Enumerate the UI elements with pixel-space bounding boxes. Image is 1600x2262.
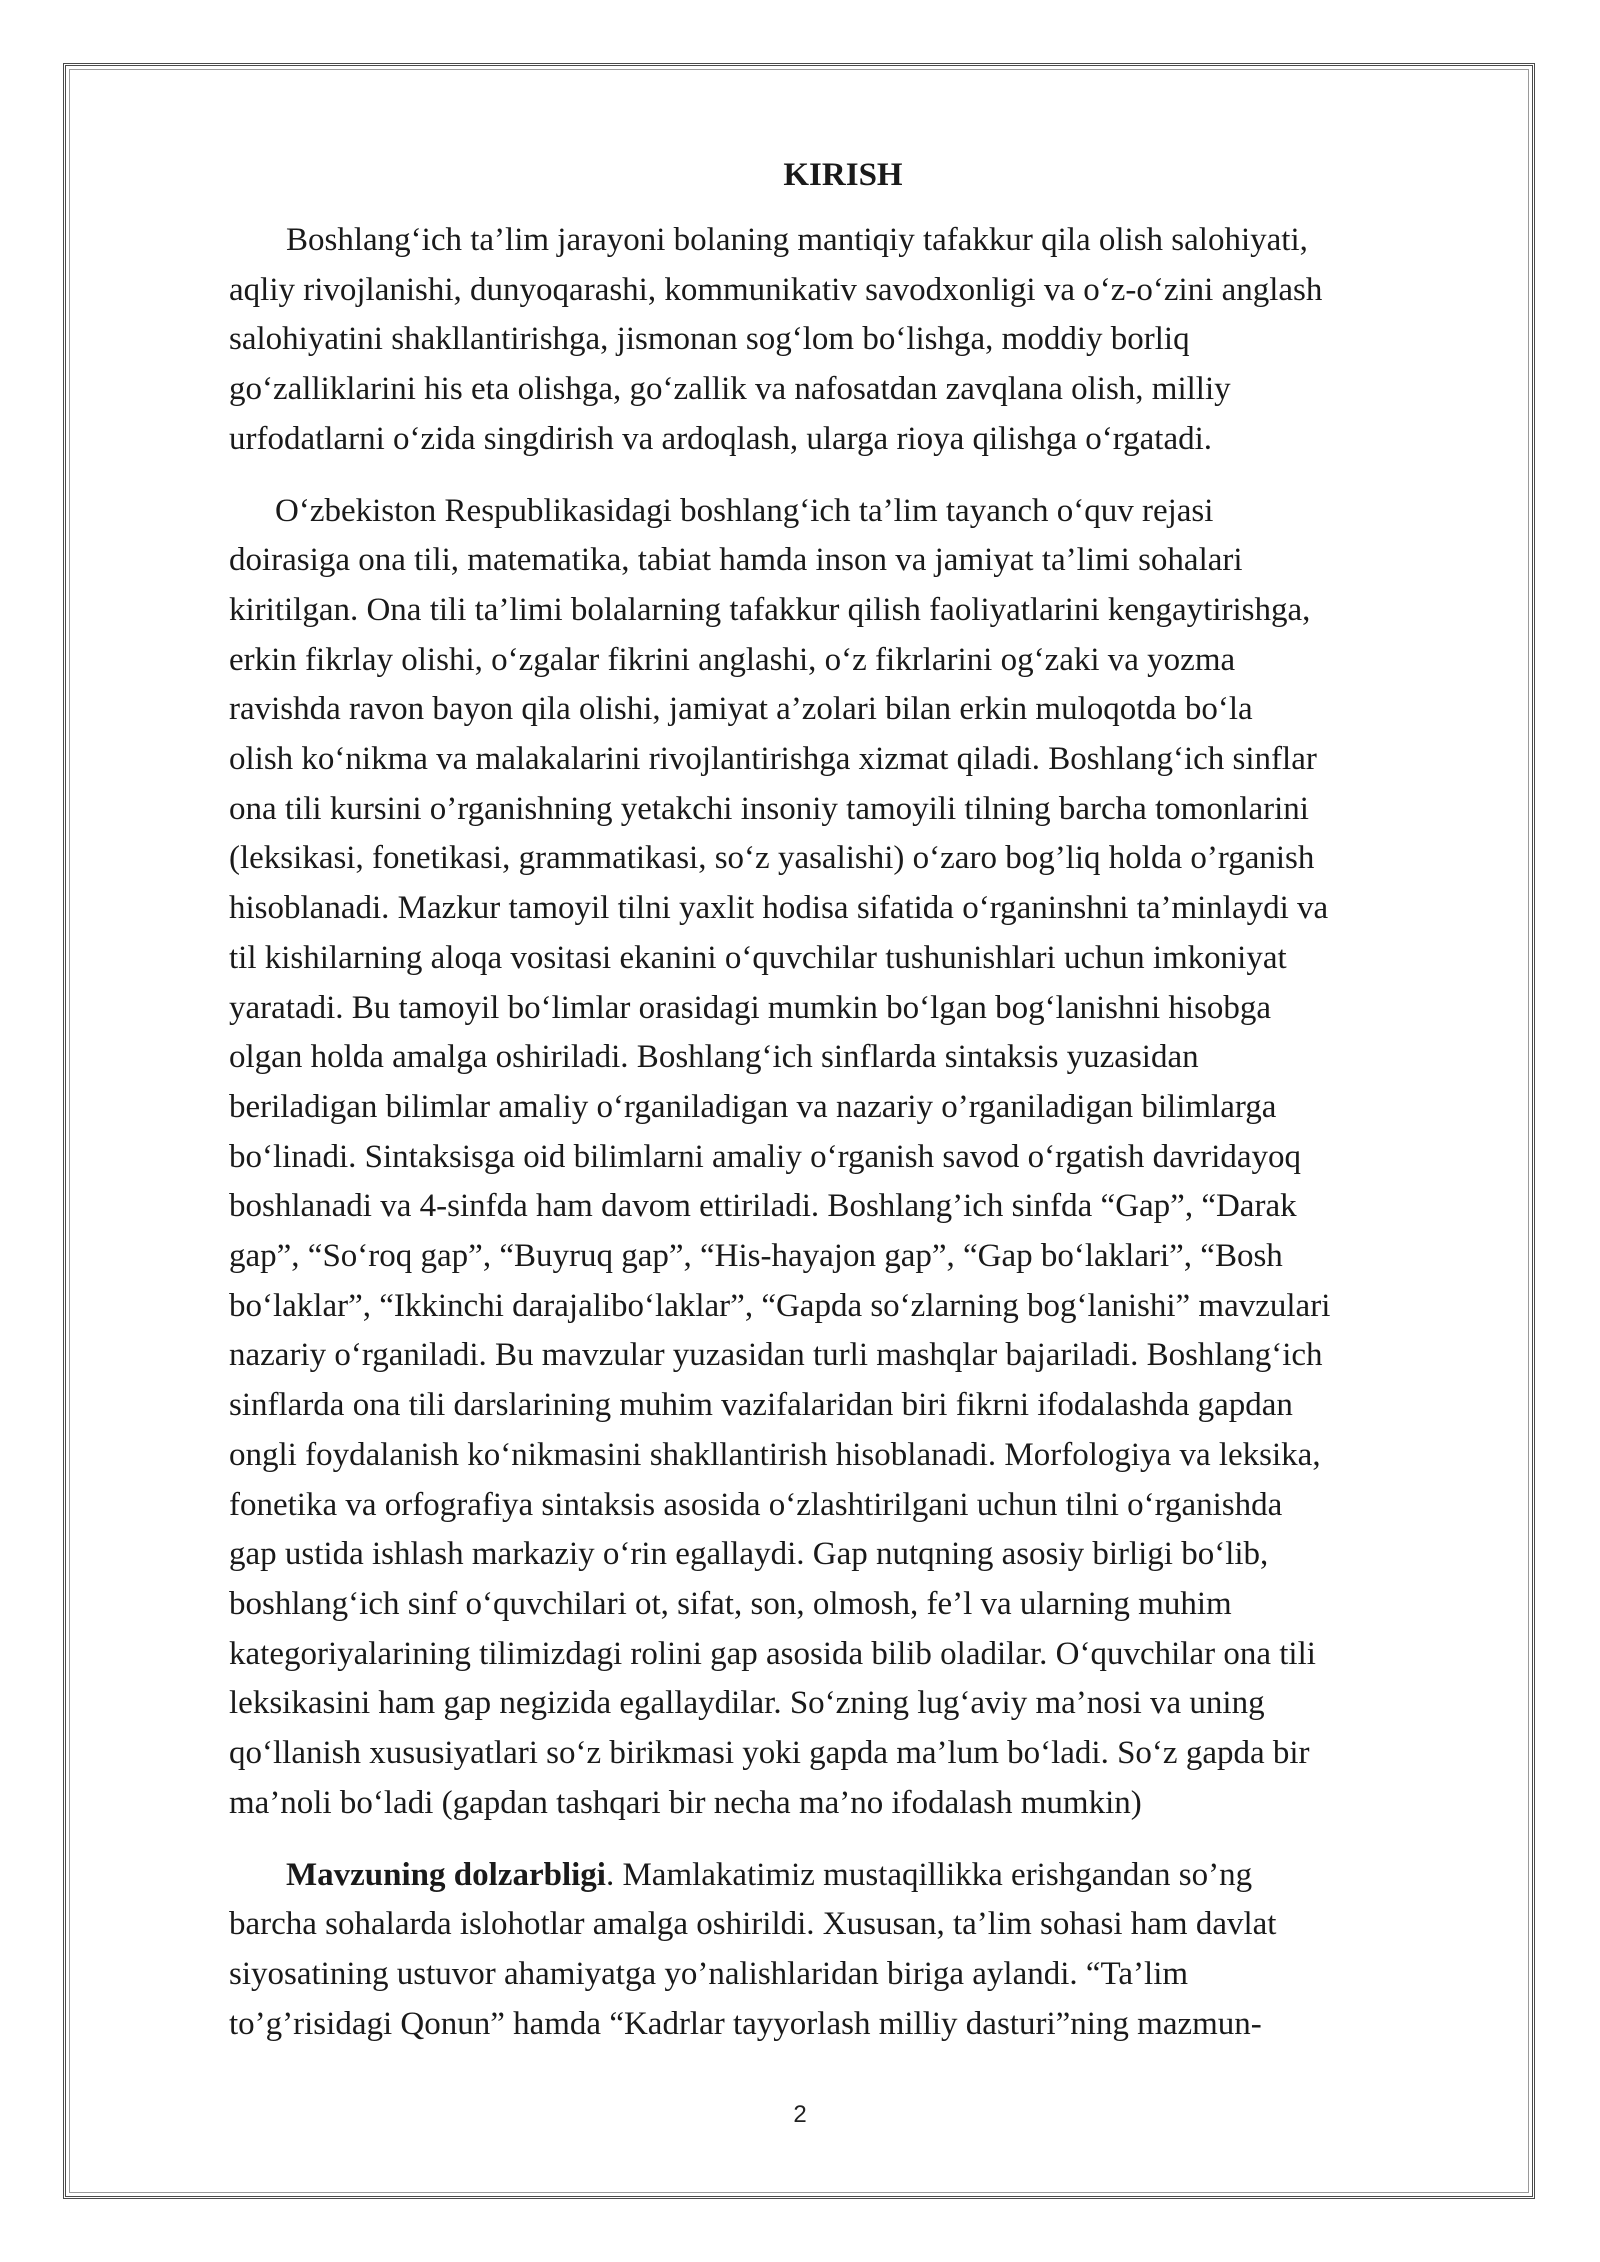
text-line: gap”, “So‘roq gap”, “Buyruq gap”, “His-hayajon gap”, “Gap bo‘laklari”, “Bosh xyxy=(229,1238,1283,1275)
text-line: to’g’risidagi Qonun” hamda “Kadrlar tayyorlash milliy dasturi”ning mazmun- xyxy=(229,2005,1262,2042)
text-line: go‘zalliklarini his eta olishga, go‘zallik va nafosatdan zavqlana olish, milliy xyxy=(229,371,1231,408)
text-line: boshlang‘ich sinf o‘quvchilari ot, sifat, son, olmosh, fe’l va ularning muhim xyxy=(229,1585,1232,1622)
section-lead-heading: Mavzuning dolzarbligi xyxy=(286,1856,606,1893)
text-line: erkin fikrlay olishi, o‘zgalar fikrini anglashi, o‘z fikrlarini og‘zaki va yozma xyxy=(229,641,1236,678)
text-line: barcha sohalarda islohotlar amalga oshirildi. Xususan, ta’lim sohasi ham davlat xyxy=(229,1906,1277,1943)
text-line: Boshlang‘ich ta’lim jarayoni bolaning mantiqiy tafakkur qila olish salohiyati, xyxy=(286,222,1308,258)
text-line: urfodatlarni o‘zida singdirish va ardoqlash, ularga rioya qilishga o‘rgatadi. xyxy=(229,420,1213,457)
text-line: beriladigan bilimlar amaliy o‘rganiladigan va nazariy o’rganiladigan bilimlarga xyxy=(229,1088,1277,1125)
text-line: til kishilarning aloqa vositasi ekanini o‘quvchilar tushunishlari uchun imkoniyat xyxy=(229,939,1287,976)
text-line: fonetika va orfografiya sintaksis asosida o‘zlashtirilgani uchun tilni o‘rganishda xyxy=(229,1486,1283,1523)
text-line: aqliy rivojlanishi, dunyoqarashi, kommunikativ savodxonligi va o‘z-o‘zini anglash xyxy=(229,271,1323,308)
text-line: nazariy o‘rganiladi. Bu mavzular yuzasidan turli mashqlar bajariladi. Boshlang‘ich xyxy=(229,1337,1323,1374)
text-line: yaratadi. Bu tamoyil bo‘limlar orasidagi mumkin bo‘lgan bog‘lanishni hisobga xyxy=(229,989,1272,1026)
text-line: salohiyatini shakllantirishga, jismonan sog‘lom bo‘lishga, moddiy borliq xyxy=(229,321,1190,358)
text-line: kategoriyalarining tilimizdagi rolini gap asosida bilib oladilar. O‘quvchilar ona tili xyxy=(229,1635,1316,1672)
section-lead-text: . Mamlakatimiz mustaqillikka erishgandan so’ng xyxy=(605,1856,1253,1893)
text-line: leksikasini ham gap negizida egallaydilar. So‘zning lug‘aviy ma’nosi va uning xyxy=(229,1685,1265,1722)
text-line: olgan holda amalga oshiriladi. Boshlang‘ich sinflarda sintaksis yuzasidan xyxy=(229,1039,1199,1076)
paragraph-relevance xyxy=(229,1851,1487,2050)
text-line: doirasiga ona tili, matematika, tabiat hamda inson va jamiyat ta’limi sohalari xyxy=(229,542,1243,579)
text-line: ravishda ravon bayon qila olishi, jamiyat a’zolari bilan erkin muloqotda bo‘la xyxy=(229,691,1253,728)
text-line: sinflarda ona tili darslarining muhim vazifalaridan biri fikrni ifodalashda gapdan xyxy=(229,1387,1293,1424)
text-line: gap ustida ishlash markaziy o‘rin egallaydi. Gap nutqning asosiy birligi bo‘lib, xyxy=(229,1536,1269,1573)
text-line: hisoblanadi. Mazkur tamoyil tilni yaxlit hodisa sifatida o‘rganinshni ta’minlaydi va xyxy=(229,890,1329,927)
text-line: siyosatining ustuvor ahamiyatga yo’nalishlaridan biriga aylandi. “Ta’lim xyxy=(229,1955,1189,1992)
text-line-lead xyxy=(229,1851,1487,1901)
text-line: O‘zbekiston Respublikasidagi boshlang‘ich ta’lim tayanch o‘quv rejasi xyxy=(275,492,1214,529)
text-line: olish ko‘nikma va malakalarini rivojlantirishga xizmat qiladi. Boshlang‘ich sinflar xyxy=(229,741,1317,778)
paragraph-curriculum xyxy=(229,487,1487,1829)
text-line: ma’noli bo‘ladi (gapdan tashqari bir necha ma’no ifodalash mumkin) xyxy=(229,1784,1142,1821)
text-line: boshlanadi va 4-sinfda ham davom ettiriladi. Boshlang’ich sinfda “Gap”, “Darak xyxy=(229,1188,1297,1225)
text-line: bo‘linadi. Sintaksisga oid bilimlarni amaliy o‘rganish savod o‘rgatish davridayoq xyxy=(229,1138,1302,1175)
page-title: KIRISH xyxy=(783,157,903,193)
text-line: kiritilgan. Ona tili ta’limi bolalarning tafakkur qilish faoliyatlarini kengaytirishga, xyxy=(229,591,1311,628)
paragraph-intro xyxy=(229,216,1487,465)
text-line: (leksikasi, fonetikasi, grammatikasi, so‘z yasalishi) o‘zaro bog’liq holda o’rganish xyxy=(229,840,1315,877)
text-line: qo‘llanish xususiyatlari so‘z birikmasi yoki gapda ma’lum bo‘ladi. So‘z gapda bir xyxy=(229,1735,1310,1772)
text-line: ona tili kursini o’rganishning yetakchi insoniy tamoyili tilning barcha tomonlarini xyxy=(229,790,1309,827)
text-line: ongli foydalanish ko‘nikmasini shakllantirish hisoblanadi. Morfologiya va leksika, xyxy=(229,1436,1321,1473)
document-body xyxy=(229,150,1487,2049)
page-number: 2 xyxy=(793,2101,807,2128)
text-line: bo‘laklar”, “Ikkinchi darajalibo‘laklar”, “Gapda so‘zlarning bog‘lanishi” mavzulari xyxy=(229,1287,1331,1324)
